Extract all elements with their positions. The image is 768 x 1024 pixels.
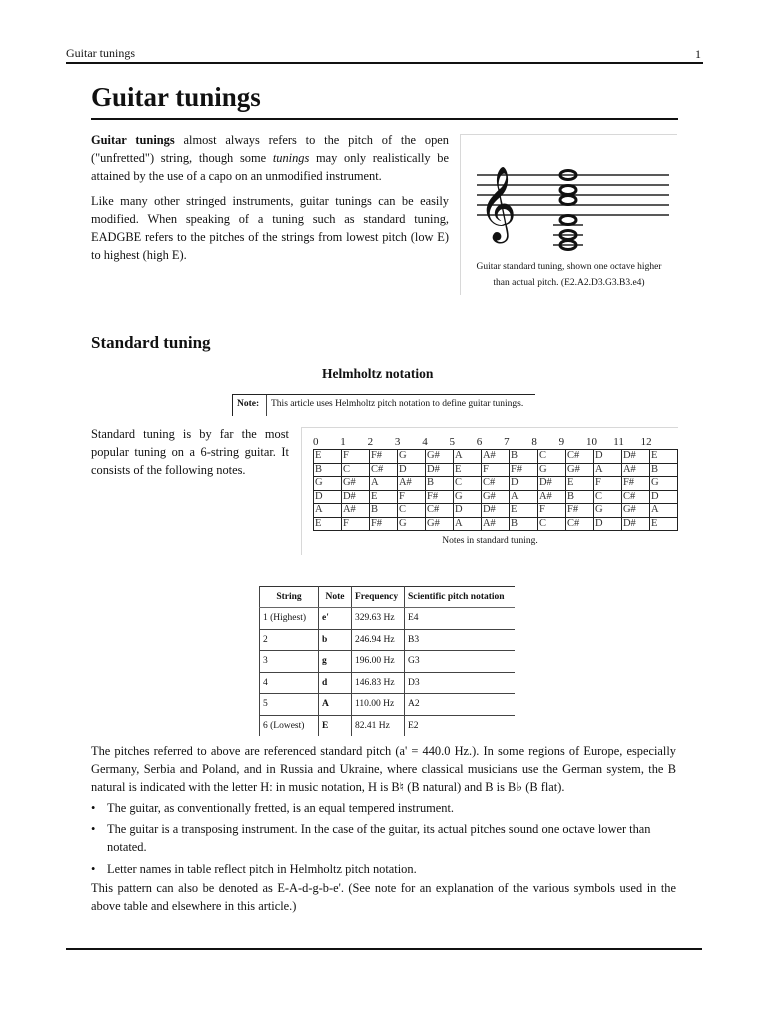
standard-pitch-paragraph: The pitches referred to above are referenced standard pitch (a' = 440.0 Hz.). In some regions of Europe, especially Germany, Serbia and Poland, and in Russia and Ukraine, where classical musicians use the German system, the B natural is indicated with the letter H: in music notation, H is B♮ (B natural) and B is B♭ (B flat).	[91, 744, 676, 795]
running-header	[66, 46, 703, 64]
fret-note-cell: D	[314, 490, 342, 504]
fret-note-cell: G#	[425, 517, 453, 531]
intro-term: Guitar tunings	[91, 133, 175, 147]
intro-paragraph-2: Like many other stringed instruments, guitar tunings can be easily modified. When speaking of a tuning such as standard tuning, EADGBE refers to the pitches of the strings from lowest pitch (low E) to highest (high E).	[91, 193, 449, 263]
scientific-pitch-cell: G3	[405, 651, 516, 673]
frequency-cell: 196.00 Hz	[352, 651, 405, 673]
fret-note-cell: A#	[621, 463, 649, 477]
note-divider	[266, 395, 267, 416]
fret-note-cell: E	[314, 450, 342, 464]
fret-note-cell: C	[397, 504, 425, 518]
fret-note-cell: E	[649, 517, 677, 531]
note-cell: e'	[319, 608, 352, 630]
fret-note-cell: A	[454, 450, 482, 464]
table-row	[260, 651, 516, 673]
fret-note-cell: C#	[369, 463, 397, 477]
fret-note-cell: F	[594, 477, 622, 491]
fret-note-cell: F	[397, 490, 425, 504]
fret-note-cell: C	[594, 490, 622, 504]
bullet-icon: •	[91, 861, 96, 876]
string-cell: 5	[260, 694, 319, 716]
scientific-pitch-cell: B3	[405, 629, 516, 651]
fret-note-cell: E	[649, 450, 677, 464]
fret-note-cell: A	[454, 517, 482, 531]
footer-rule	[66, 948, 702, 950]
staff-caption: Guitar standard tuning, shown one octave higher than actual pitch. (E2.A2.D3.G3.B3.e4)	[476, 262, 662, 288]
string-cell: 1 (Highest)	[260, 608, 319, 630]
fret-numbers: 0 1 2 3 4 5 6 7 8 9 10 11 12	[313, 436, 652, 448]
note-cell: b	[319, 629, 352, 651]
fret-row	[314, 504, 678, 518]
table-row	[260, 672, 516, 694]
fret-note-cell: B	[314, 463, 342, 477]
fret-note-cell: G#	[425, 450, 453, 464]
fret-note-cell: C#	[481, 477, 509, 491]
running-header-title: Guitar tunings	[66, 46, 135, 60]
fret-note-cell: D	[397, 463, 425, 477]
section-heading-standard-tuning: Standard tuning	[91, 333, 211, 352]
frequency-cell: 329.63 Hz	[352, 608, 405, 630]
page-number: 1	[695, 47, 701, 61]
string-cell: 3	[260, 651, 319, 673]
fret-row	[314, 490, 678, 504]
fret-note-cell: D#	[481, 504, 509, 518]
sub-heading-helmholtz: Helmholtz notation	[322, 366, 434, 381]
fret-note-cell: A#	[341, 504, 369, 518]
treble-clef-icon: 𝄞	[479, 167, 517, 241]
fret-note-cell: A#	[481, 450, 509, 464]
note-text: This article uses Helmholtz pitch notation to define guitar tunings.	[271, 399, 524, 409]
closing-paragraph: This pattern can also be denoted as E-A-d-g-b-e'. (See note for an explanation of the various symbols used in the above table and elsewhere in this article.)	[91, 881, 676, 914]
fret-note-cell: C#	[565, 450, 593, 464]
fret-note-cell: F	[481, 463, 509, 477]
fret-note-cell: F#	[369, 517, 397, 531]
fret-note-cell: B	[509, 450, 537, 464]
note-box	[232, 394, 535, 416]
list-item: • The guitar, as conventionally fretted, is an equal tempered instrument.	[91, 799, 676, 817]
note-cell: d	[319, 672, 352, 694]
header-frequency: Frequency	[352, 587, 405, 608]
table-row	[260, 629, 516, 651]
fret-note-cell: B	[369, 504, 397, 518]
page-title: Guitar tunings	[91, 82, 261, 112]
fret-note-cell: B	[509, 517, 537, 531]
fret-note-cell: C#	[425, 504, 453, 518]
fret-note-cell: E	[314, 517, 342, 531]
list-item: • The guitar is a transposing instrument. In the case of the guitar, its actual pitches sound one octave lower than notated.	[91, 822, 651, 855]
fretboard-caption: Notes in standard tuning.	[442, 536, 538, 546]
fret-note-cell: G#	[481, 490, 509, 504]
fret-note-grid	[313, 449, 678, 531]
header-scientific-pitch: Scientific pitch notation	[405, 587, 516, 608]
fret-row	[314, 477, 678, 491]
fret-note-cell: E	[565, 477, 593, 491]
frequency-cell: 110.00 Hz	[352, 694, 405, 716]
string-cell: 6 (Lowest)	[260, 715, 319, 736]
tunings-link[interactable]: tunings	[272, 151, 310, 166]
fret-note-cell: A	[509, 490, 537, 504]
string-cell: 2	[260, 629, 319, 651]
frequency-cell: 246.94 Hz	[352, 629, 405, 651]
header-note: Note	[319, 587, 352, 608]
fret-note-cell: C	[537, 517, 565, 531]
frequency-cell: 82.41 Hz	[352, 715, 405, 736]
fret-note-cell: F	[537, 504, 565, 518]
fret-note-cell: G#	[341, 477, 369, 491]
fret-note-cell: A#	[397, 477, 425, 491]
fret-note-cell: F#	[565, 504, 593, 518]
bullet-icon: •	[91, 801, 96, 815]
fret-note-cell: A	[594, 463, 622, 477]
table-row	[260, 694, 516, 716]
notes-bullet-list	[91, 799, 676, 881]
list-item: • Letter names in table reflect pitch in Helmholtz pitch notation.	[91, 860, 676, 878]
fret-note-cell: G	[594, 504, 622, 518]
header-string: String	[260, 587, 319, 608]
intro-paragraph-1: Guitar tunings almost always refers to the pitch of the open ("unfretted") string, though some tunings may only realistically be attained by the use of a capo on an unmodified instrument.	[91, 133, 449, 184]
fret-note-cell: A	[369, 477, 397, 491]
standard-tuning-paragraph: Standard tuning is by far the most popular tuning on a 6-string guitar. It consists of the following notes.	[91, 427, 289, 478]
fret-note-cell: E	[369, 490, 397, 504]
fret-note-cell: F#	[369, 450, 397, 464]
fret-note-cell: C#	[565, 517, 593, 531]
fret-note-cell: D	[594, 450, 622, 464]
note-label: Note:	[237, 399, 260, 409]
note-cell: E	[319, 715, 352, 736]
fret-note-cell: D	[594, 517, 622, 531]
title-rule	[91, 118, 678, 120]
fret-note-cell: C	[454, 477, 482, 491]
fret-note-cell: G	[397, 450, 425, 464]
fret-note-cell: B	[565, 490, 593, 504]
table-row	[260, 715, 516, 736]
fret-note-cell: D	[509, 477, 537, 491]
note-cell: A	[319, 694, 352, 716]
fret-note-cell: F#	[509, 463, 537, 477]
fret-note-cell: A	[314, 504, 342, 518]
fret-note-cell: G	[537, 463, 565, 477]
intro-section	[91, 131, 449, 270]
fret-note-cell: C#	[621, 490, 649, 504]
fret-note-cell: G#	[621, 504, 649, 518]
fret-note-cell: D	[649, 490, 677, 504]
frequency-table	[259, 586, 515, 736]
staff-figure	[460, 134, 677, 295]
fret-note-cell: C	[537, 450, 565, 464]
table-header-row	[260, 587, 516, 608]
fret-note-cell: G	[397, 517, 425, 531]
treble-staff-image	[469, 143, 669, 255]
fret-note-cell: D#	[341, 490, 369, 504]
fret-note-cell: A#	[537, 490, 565, 504]
fret-note-cell: D	[454, 504, 482, 518]
fret-note-cell: F	[341, 517, 369, 531]
note-cell: g	[319, 651, 352, 673]
bullet-icon: •	[91, 822, 96, 837]
fret-note-cell: F#	[425, 490, 453, 504]
fret-note-cell: G#	[565, 463, 593, 477]
fret-note-cell: G	[649, 477, 677, 491]
scientific-pitch-cell: A2	[405, 694, 516, 716]
frequency-cell: 146.83 Hz	[352, 672, 405, 694]
fret-note-cell: A#	[481, 517, 509, 531]
fret-note-cell: D#	[621, 517, 649, 531]
fret-note-cell: E	[454, 463, 482, 477]
fret-note-cell: D#	[621, 450, 649, 464]
fret-note-cell: F	[341, 450, 369, 464]
scientific-pitch-cell: D3	[405, 672, 516, 694]
fret-row	[314, 463, 678, 477]
fret-note-cell: C	[341, 463, 369, 477]
fret-note-cell: F#	[621, 477, 649, 491]
fret-note-cell: B	[425, 477, 453, 491]
fret-row	[314, 517, 678, 531]
scientific-pitch-cell: E4	[405, 608, 516, 630]
fretboard-figure	[301, 427, 678, 555]
fret-note-cell: A	[649, 504, 677, 518]
fret-note-cell: B	[649, 463, 677, 477]
fret-note-cell: E	[509, 504, 537, 518]
table-row	[260, 608, 516, 630]
fret-row	[314, 450, 678, 464]
fret-note-cell: G	[314, 477, 342, 491]
fret-note-cell: D#	[425, 463, 453, 477]
string-cell: 4	[260, 672, 319, 694]
fret-note-cell: G	[454, 490, 482, 504]
scientific-pitch-cell: E2	[405, 715, 516, 736]
fret-note-cell: D#	[537, 477, 565, 491]
